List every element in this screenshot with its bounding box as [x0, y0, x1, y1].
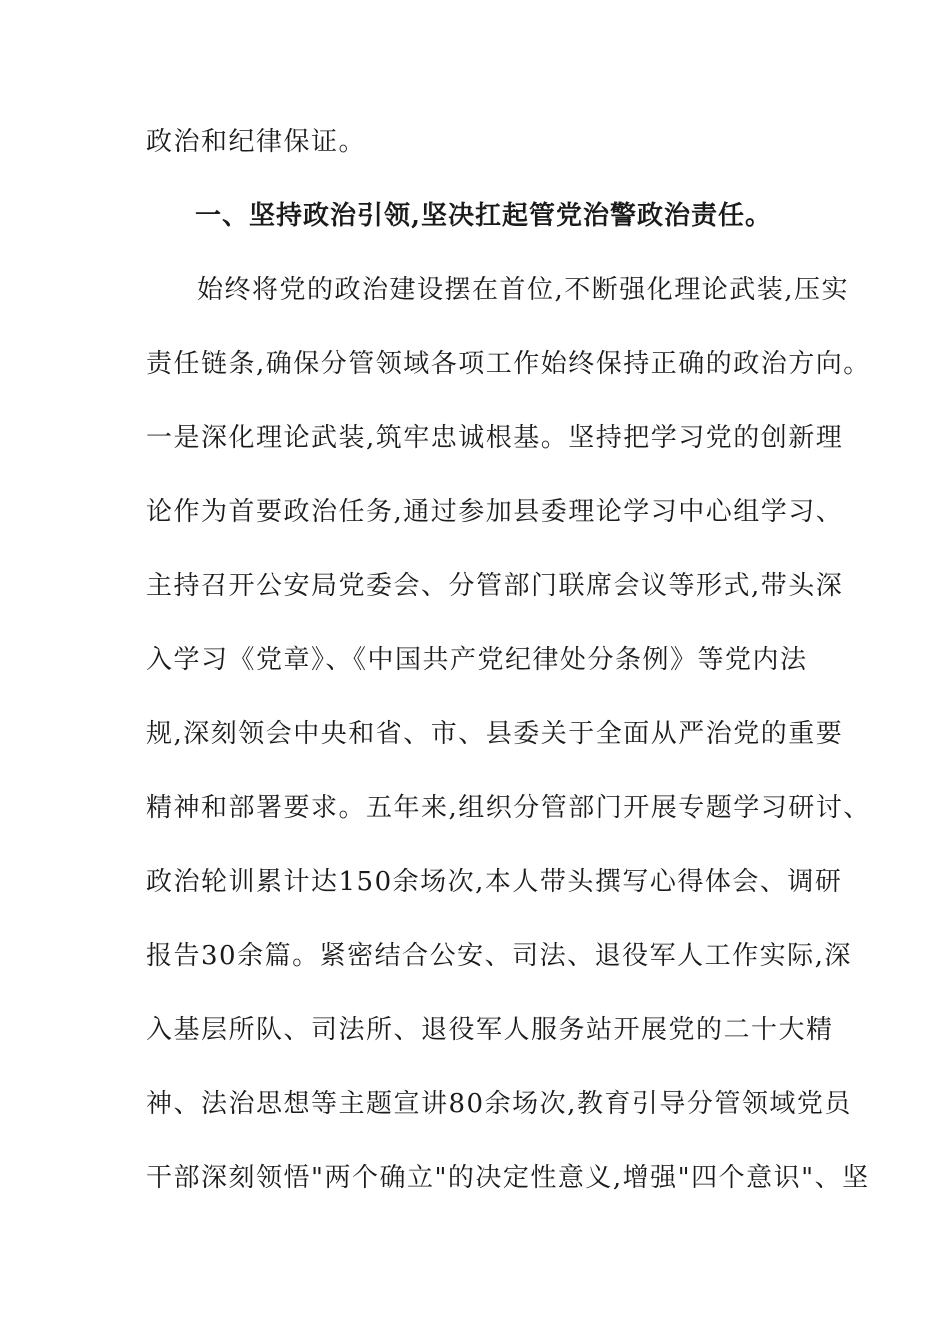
text-line: 责任链条,确保分管领域各项工作始终保持正确的政治方向。 — [146, 349, 871, 379]
text-line: 政治轮训累计达150余场次,本人带头撰写心得体会、调研 — [146, 867, 843, 897]
text-line: 主持召开公安局党委会、分管部门联席会议等形式,带头深 — [146, 571, 844, 601]
text-line: 神、法治思想等主题宣讲80余场次,教育引导分管领域党员 — [146, 1089, 852, 1119]
text-line: 入基层所队、司法所、退役军人服务站开展党的二十大精 — [146, 1015, 834, 1045]
text-line: 一是深化理论武装,筑牢忠诚根基。坚持把学习党的创新理 — [146, 423, 844, 453]
paragraph-first-line: 始终将党的政治建设摆在首位,不断强化理论武装,压实 — [197, 275, 850, 305]
text-line: 规,深刻领会中央和省、市、县委关于全面从严治党的重要 — [146, 719, 844, 749]
section-heading: 一、坚持政治引领,坚决扛起管党治警政治责任。 — [195, 201, 773, 231]
text-line: 政治和纪律保证。 — [146, 127, 367, 157]
text-line: 报告30余篇。紧密结合公安、司法、退役军人工作实际,深 — [146, 941, 852, 971]
text-line: 入学习《党章》、《中国共产党纪律处分条例》等党内法 — [146, 645, 808, 675]
text-line: 论作为首要政治任务,通过参加县委理论学习中心组学习、 — [146, 497, 844, 527]
text-line: 干部深刻领悟"两个确立"的决定性意义,增强"四个意识"、坚 — [146, 1163, 870, 1193]
text-line: 精神和部署要求。五年来,组织分管部门开展专题学习研讨、 — [146, 793, 871, 823]
